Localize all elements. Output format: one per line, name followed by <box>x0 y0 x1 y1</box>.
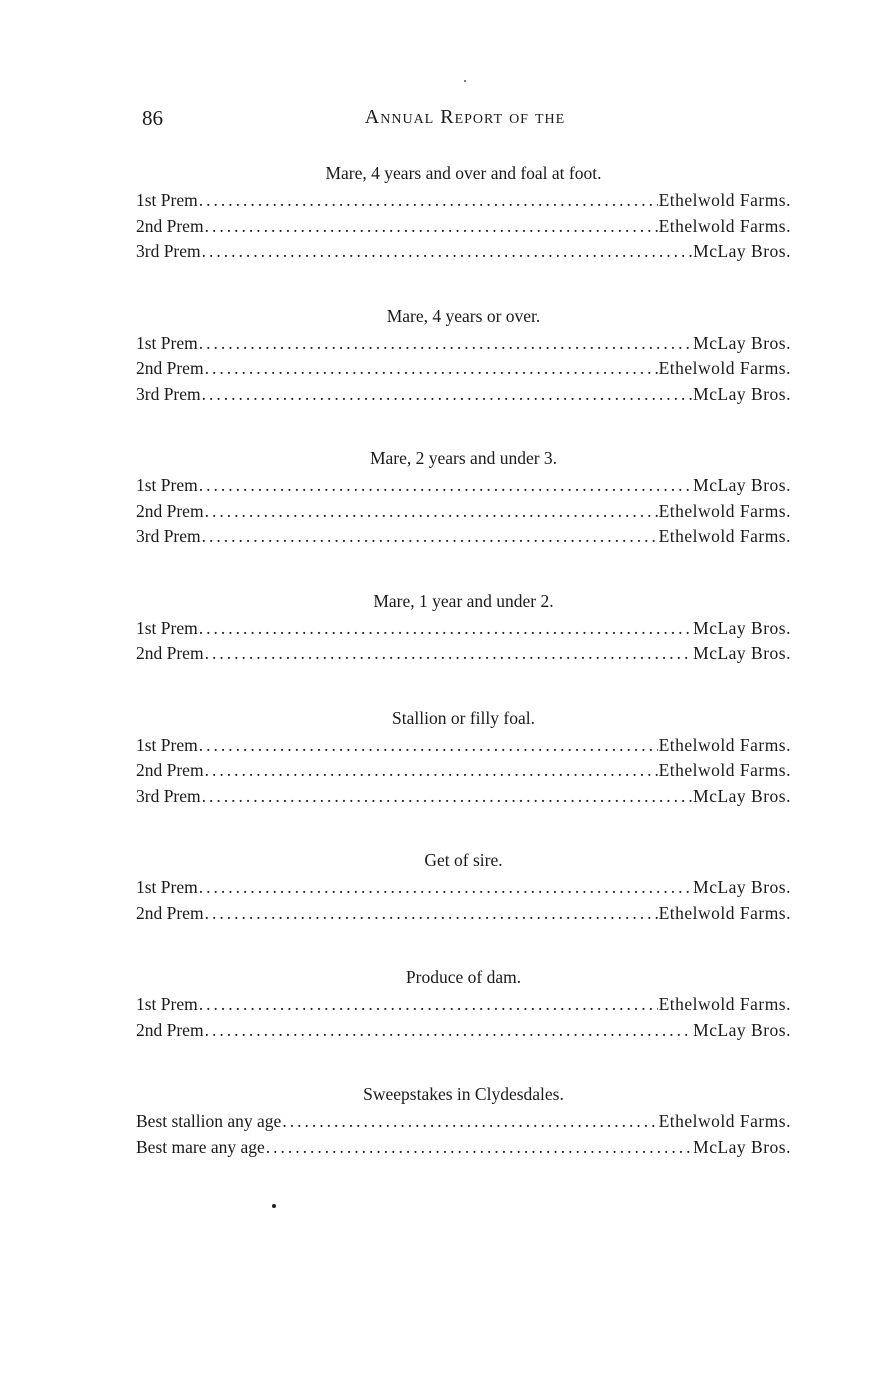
award-entry <box>136 992 791 1018</box>
entry-winner: McLay Bros. <box>693 643 791 663</box>
entry-label: 1st Prem <box>136 877 198 897</box>
dot-leader <box>199 473 692 499</box>
award-entry <box>136 1135 791 1161</box>
entry-winner: McLay Bros. <box>693 475 791 495</box>
entry-winner: Ethelwold Farms. <box>658 760 791 780</box>
award-entry <box>136 758 791 784</box>
entry-winner: Ethelwold Farms. <box>658 1111 791 1131</box>
award-section <box>136 305 791 408</box>
dot-leader <box>205 758 658 784</box>
award-section <box>136 590 791 667</box>
entry-label: Best stallion any age <box>136 1111 282 1131</box>
award-entry <box>136 356 791 382</box>
dot-leader <box>202 784 692 810</box>
entry-label: 3rd Prem <box>136 785 201 806</box>
award-entry <box>136 499 791 525</box>
section-title: Mare, 4 years or over. <box>386 305 541 326</box>
entry-label: 2nd Prem <box>136 643 204 663</box>
award-entry <box>136 524 791 550</box>
entry-label: 1st Prem <box>136 332 198 353</box>
entry-label: 2nd Prem <box>136 902 204 923</box>
entry-label: 1st Prem <box>136 475 198 495</box>
entry-label: 2nd Prem <box>136 215 204 236</box>
entry-label: 2nd Prem <box>136 500 204 521</box>
dot-leader <box>205 641 693 667</box>
section-title: Stallion or filly foal. <box>392 707 535 728</box>
dot-leader <box>205 214 658 240</box>
entry-label: 2nd Prem <box>136 760 204 780</box>
section-title: Get of sire. <box>424 850 503 870</box>
section-title: Mare, 4 years and over and foal at foot. <box>325 163 602 183</box>
entry-label: 2nd Prem <box>136 1019 204 1040</box>
award-entry <box>136 239 791 265</box>
entry-label: 1st Prem <box>136 734 198 755</box>
entry-label: 1st Prem <box>136 190 198 210</box>
dot-leader <box>199 992 658 1018</box>
results-list <box>136 162 791 1200</box>
award-section <box>136 447 791 550</box>
award-entry <box>136 784 791 810</box>
entry-winner: Ethelwold Farms. <box>658 358 791 378</box>
award-section <box>136 707 791 810</box>
entry-label: 3rd Prem <box>136 241 201 261</box>
dot-leader <box>199 331 692 357</box>
award-section <box>136 1083 791 1160</box>
award-entry <box>136 214 791 240</box>
section-title: Mare, 1 year and under 2. <box>373 590 554 611</box>
award-entry <box>136 641 791 667</box>
entry-winner: McLay Bros. <box>693 785 791 806</box>
entry-winner: Ethelwold Farms. <box>658 902 791 923</box>
print-speck <box>272 1204 276 1208</box>
entry-label: Best mare any age <box>136 1136 265 1157</box>
section-title: Produce of dam. <box>405 967 522 987</box>
entry-winner: Ethelwold Farms. <box>658 190 791 210</box>
entry-winner: McLay Bros. <box>693 617 791 638</box>
entry-label: 2nd Prem <box>136 358 204 378</box>
dot-leader <box>282 1109 657 1135</box>
award-section <box>136 162 791 265</box>
award-entry <box>136 473 791 499</box>
award-entry <box>136 733 791 759</box>
entry-label: 3rd Prem <box>136 383 201 404</box>
page-number: 86 <box>142 106 163 130</box>
entry-winner: McLay Bros. <box>693 1136 791 1157</box>
dot-leader <box>199 875 692 901</box>
dot-leader <box>205 1018 693 1044</box>
award-section <box>136 849 791 926</box>
dot-leader <box>202 382 692 408</box>
entry-winner: McLay Bros. <box>693 383 791 404</box>
print-speck <box>464 80 466 82</box>
entry-label: 1st Prem <box>136 994 198 1014</box>
award-entry <box>136 901 791 927</box>
dot-leader <box>199 616 692 642</box>
dot-leader <box>205 901 658 927</box>
dot-leader <box>199 188 658 214</box>
entry-winner: Ethelwold Farms. <box>658 994 791 1014</box>
award-entry <box>136 331 791 357</box>
dot-leader <box>205 499 658 525</box>
dot-leader <box>205 356 658 382</box>
entry-winner: Ethelwold Farms. <box>658 526 791 546</box>
award-entry <box>136 1109 791 1135</box>
entry-winner: McLay Bros. <box>693 1019 791 1040</box>
entry-label: 1st Prem <box>136 617 198 638</box>
section-title: Mare, 2 years and under 3. <box>369 448 558 468</box>
entry-winner: McLay Bros. <box>693 332 791 353</box>
running-head: Annual Report of the <box>364 106 566 128</box>
award-entry <box>136 188 791 214</box>
entry-winner: McLay Bros. <box>693 877 791 897</box>
award-section <box>136 966 791 1043</box>
entry-winner: Ethelwold Farms. <box>658 500 791 521</box>
entry-winner: Ethelwold Farms. <box>658 215 791 236</box>
entry-label: 3rd Prem <box>136 526 201 546</box>
dot-leader <box>266 1135 692 1161</box>
award-entry <box>136 875 791 901</box>
dot-leader <box>202 524 658 550</box>
page-header <box>0 106 887 136</box>
entry-winner: Ethelwold Farms. <box>658 734 791 755</box>
section-title: Sweepstakes in Clydesdales. <box>363 1084 564 1104</box>
award-entry <box>136 1018 791 1044</box>
entry-winner: McLay Bros. <box>693 241 791 261</box>
award-entry <box>136 616 791 642</box>
dot-leader <box>202 239 692 265</box>
dot-leader <box>199 733 658 759</box>
award-entry <box>136 382 791 408</box>
